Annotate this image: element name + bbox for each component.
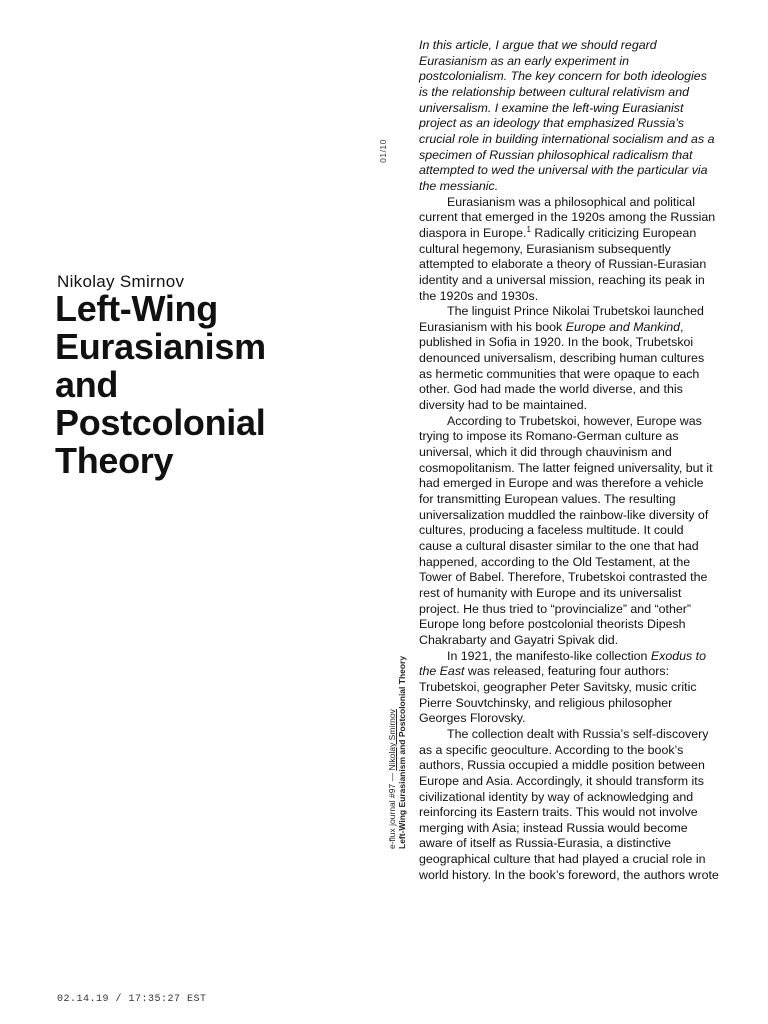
paragraph: According to Trubetskoi, however, Europe was trying to impose its Romano-German culture as universal, which it did through chauvinism and cosmopolitanism. The latter feigned universality, but it had emerged in Europe and was therefore a vehicle for transmitting European values. The resulting universalization muddled the rainbow-like diversity of cultures, producing a faceless multitude. It could cause a cultural disaster similar to the one that had happened, according to the Old Testament, at the Tower of Babel. Therefore, Trubetskoi contrasted the rest of humanity with Europe and its universalist project. He thus tried to “provincialize” and “other” Europe long before postcolonial theorists Dipesh Chakrabarty and Gayatri Spivak did.	[419, 413, 713, 647]
article-title	[55, 290, 355, 480]
journal-line	[387, 620, 397, 849]
author-name: Nikolay Smirnov	[57, 272, 185, 291]
article-body	[419, 38, 719, 883]
author-link[interactable]: Nikolay Smirnov	[387, 709, 397, 771]
abstract: In this article, I argue that we should regard Eurasianism as an early experiment in postcolonialism. The key concern for both ideologies is the relationship between cultural relativism and universalism. I examine the left-wing Eurasianist project as an ideology that emphasized Russia’s crucial role in building international socialism and as a specimen of Russian philosophical radicalism that attempted to wed the universal with the particular via the messianic.	[419, 38, 715, 193]
paragraph-text: , published in Sofia in 1920. In the book, Trubetskoi denounced universalism, describing human cultures as hermetic communities that were opaque to each other. God had made the world diverse, and this diversity had to be maintained.	[419, 319, 705, 413]
page-number: 01/10	[378, 139, 388, 163]
paragraph: The collection dealt with Russia’s self-discovery as a specific geoculture. According to the book’s authors, Russia occupied a middle position between Europe and Asia. Accordingly, it should transform its civilizational identity by way of acknowledging and reinforcing its Eastern traits. This would not involve merging with Asia; instead Russia would become aware of itself as Russia-Eurasia, a distinctive geographical culture that had played a crucial role in world history. In the book’s foreword, the authors wrote	[419, 726, 719, 882]
paragraph	[419, 304, 719, 414]
title-line: Eurasianism	[55, 326, 266, 367]
running-header	[387, 620, 407, 849]
paragraph-text: Eurasianism was a philosophical and political current that emerged in the 1920s among the Russian diaspora in Europe.	[419, 194, 716, 240]
paragraph-text: Radically criticizing European cultural hegemony, Eurasianism subsequently attempted to elaborate a theory of Russian-Eurasian identity and a universal mission, reaching its peak in the 1920s and 1930s.	[419, 225, 707, 303]
book-title: Exodus to the East	[419, 648, 706, 679]
running-title: Left-Wing Eurasianism and Postcolonial Theory	[397, 655, 407, 849]
title-line: Left-Wing	[55, 288, 218, 329]
journal-name: e-flux journal #97 —	[387, 772, 397, 849]
paragraph	[419, 195, 719, 305]
paragraph	[419, 649, 719, 727]
timestamp: 02.14.19 / 17:35:27 EST	[57, 994, 207, 1005]
title-line: Postcolonial	[55, 402, 266, 443]
title-line: Theory	[55, 440, 174, 481]
paragraph-text: The linguist Prince Nikolai Trubetskoi launched Eurasianism with his book	[419, 304, 704, 334]
paragraph-text: was released, featuring four authors: Trubetskoi, geographer Peter Savitsky, music critic Pierre Souvtchinsky, and religious philosopher Georges Florovsky.	[419, 664, 697, 726]
title-line: and	[55, 364, 119, 405]
footnote-marker[interactable]: 1	[526, 224, 531, 234]
book-title: Europe and Mankind	[565, 319, 681, 334]
paragraph-text: In 1921, the manifesto-like collection	[447, 648, 651, 663]
